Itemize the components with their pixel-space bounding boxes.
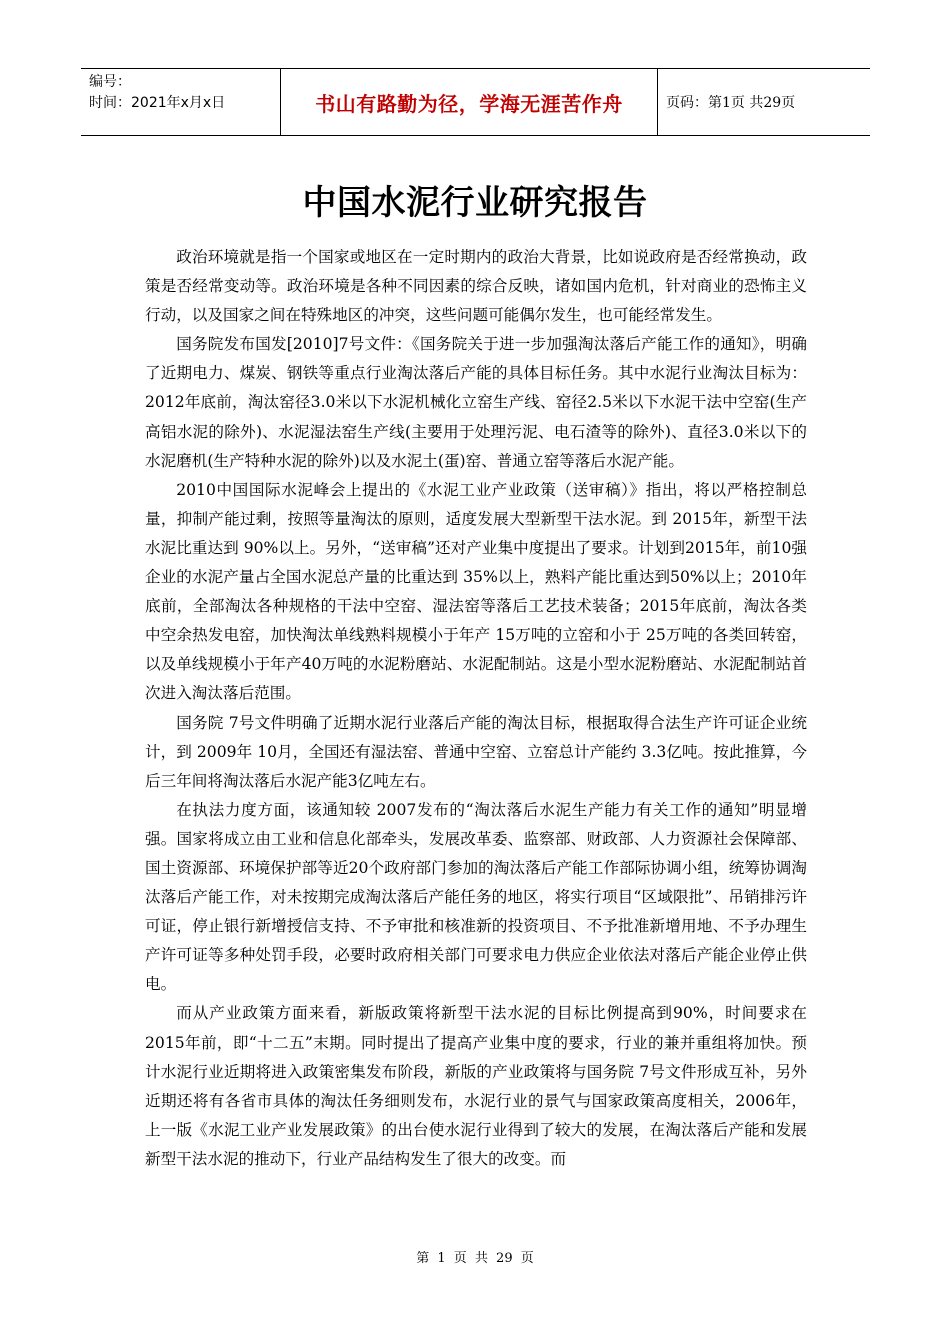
time-label: 时间：2021年x月x日 <box>89 95 226 111</box>
document-title: 中国水泥行业研究报告 <box>302 183 648 223</box>
document-body <box>145 243 807 1174</box>
motto-cell <box>281 69 658 135</box>
number-label: 编号： <box>89 74 131 90</box>
header-meta-cell <box>81 69 281 135</box>
page-footer: 第 1 页 共 29 页 <box>416 1251 534 1266</box>
paragraph: 国务院 7号文件明确了近期水泥行业落后产能的淘汰目标，根据取得合法生产许可证企业统计，到 2009年 10月，全国还有湿法窑、普通中空窑、立窑总计产能约 3.3亿吨。按此推算，今后三年间将淘汰落后水泥产能3亿吨左右。 <box>145 713 807 790</box>
paragraph: 政治环境就是指一个国家或地区在一定时期内的政治大背景，比如说政府是否经常换动，政策是否经常变动等。政治环境是各种不同因素的综合反映，诸如国内危机，针对商业的恐怖主义行动，以及国家之间在特殊地区的冲突，这些问题可能偶尔发生，也可能经常发生。 <box>145 248 807 325</box>
paragraph: 国务院发布国发[2010]7号文件：《国务院关于进一步加强淘汰落后产能工作的通知》，明确了近期电力、煤炭、钢铁等重点行业淘汰落后产能的具体目标任务。其中水泥行业淘汰目标为：2012年底前，淘汰窑径3.0米以下水泥机械化立窑生产线、窑径2.5米以下水泥干法中空窑(生产高铝水泥的除外)、水泥湿法窑生产线(主要用于处理污泥、电石渣等的除外)、直径3.0米以下的水泥磨机(生产特种水泥的除外)以及水泥土(蛋)窑、普通立窑等落后水泥产能。 <box>145 335 807 470</box>
header-table <box>81 68 870 136</box>
paragraph: 而从产业政策方面来看，新版政策将新型干法水泥的目标比例提高到90%，时间要求在2015年前，即“十二五”末期。同时提出了提高产业集中度的要求，行业的兼并重组将加快。预计水泥行业近期将进入政策密集发布阶段，新版的产业政策将与国务院 7号文件形成互补，另外近期还将有各省市具体的淘汰任务细则发布，水泥行业的景气与国家政策高度相关，2006年，上一版《水泥工业产业发展政策》的出台使水泥行业得到了较大的发展，在淘汰落后产能和发展新型干法水泥的推动下，行业产品结构发生了很大的改变。而 <box>145 1004 807 1168</box>
paragraph: 2010中国国际水泥峰会上提出的《水泥工业产业政策（送审稿）》指出，将以严格控制总量，抑制产能过剩，按照等量淘汰的原则，适度发展大型新型干法水泥。到 2015年，新型干法水泥比重达到 90%以上。另外，“送审稿”还对产业集中度提出了要求。计划到2015年，前10强企业的水泥产量占全国水泥总产量的比重达到 35%以上，熟料产能比重达到50%以上；2010年底前，全部淘汰各种规格的干法中空窑、湿法窑等落后工艺技术装备；2015年底前，淘汰各类中空余热发电窑，加快淘汰单线熟料规模小于年产 15万吨的立窑和小于 25万吨的各类回转窑，以及单线规模小于年产40万吨的水泥粉磨站、水泥配制站。这是小型水泥粉磨站、水泥配制站首次进入淘汰落后范围。 <box>145 480 807 703</box>
motto-text: 书山有路勤为径，学海无涯苦作舟 <box>315 91 623 116</box>
paragraph: 在执法力度方面，该通知较 2007发布的“淘汰落后水泥生产能力有关工作的通知”明显增强。国家将成立由工业和信息化部牵头，发展改革委、监察部、财政部、人力资源社会保障部、国土资源部、环境保护部等近20个政府部门参加的淘汰落后产能工作部际协调小组，统筹协调淘汰落后产能工作，对未按期完成淘汰落后产能任务的地区，将实行项目“区域限批”、吊销排污许可证，停止银行新增授信支持、不予审批和核准新的投资项目、不予批准新增用地、不予办理生产许可证等多种处罚手段，必要时政府相关部门可要求电力供应企业依法对落后产能企业停止供电。 <box>145 800 807 994</box>
page-info-cell <box>658 69 870 135</box>
page-info-text: 页码：第1页 共29页 <box>666 95 796 111</box>
